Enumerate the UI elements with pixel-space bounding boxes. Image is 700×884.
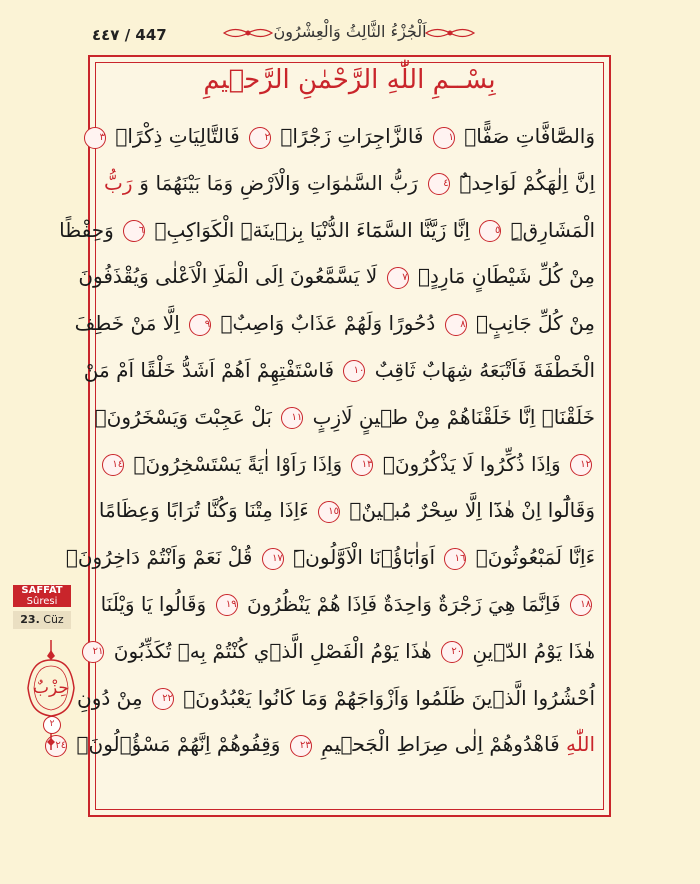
ayah-number-marker: ١٢ xyxy=(570,454,592,476)
verse-text: وَقَالُٓوا اِنْ هٰذَٓا اِلَّا سِحْرٌ مُبٖينٌۚ xyxy=(349,498,595,523)
verse-text-highlight: اللّٰهِ xyxy=(566,732,595,757)
ayah-number-marker: ١٤ xyxy=(102,454,124,476)
verse-text: هٰذَا يَوْمُ الْفَصْلِ الَّذٖي كُنْتُمْ بِهٖ تُكَذِّبُونَ xyxy=(113,638,432,663)
verse-line xyxy=(104,441,595,488)
verse-line xyxy=(104,160,595,207)
ayah-number-marker: ١٦ xyxy=(444,548,466,570)
juz-number: 23. xyxy=(20,613,40,626)
ayah-number-marker: ٢٢ xyxy=(152,688,174,710)
verse-text: رَبُّ السَّمٰوَاتِ وَالْاَرْضِ وَمَا بَيْنَهُمَا وَ xyxy=(139,170,418,195)
verse-line xyxy=(74,300,595,347)
verse-text: مِنْ دُونِ xyxy=(77,685,143,710)
verse-text: فَاسْتَفْتِهِمْ اَهُمْ اَشَدُّ خَلْقًا اَمْ مَنْ xyxy=(83,357,335,382)
hizb-number: ٢ xyxy=(43,716,61,734)
verse-lines xyxy=(55,113,596,768)
verse-text: وَقَالُوا يَا وَيْلَنَا xyxy=(100,591,207,616)
page-header xyxy=(0,0,700,56)
verse-text: اَوَاٰبَٓاؤُ۬نَا الْاَوَّلُونَۜ xyxy=(293,545,436,570)
ayah-number-marker: ٢٠ xyxy=(441,641,463,663)
verse-text: اِلَّا مَنْ خَطِفَ xyxy=(74,311,180,336)
verse-text: مِنْ كُلِّ جَانِبٍۗ xyxy=(476,311,595,336)
ayah-number-marker: ١ xyxy=(433,127,455,149)
ayah-number-marker: ٢ xyxy=(249,127,271,149)
verse-text: وَاِذَا رَاَوْا اٰيَةً يَسْتَسْخِرُونَۖ xyxy=(133,451,343,476)
verse-text: فَاِنَّمَا هِيَ زَجْرَةٌ وَاحِدَةٌ فَاِذَا هُمْ يَنْظُرُونَ xyxy=(246,591,561,616)
verse-line xyxy=(55,721,595,768)
verse-text: وَاِذَا ذُكِّرُوا لَا يَذْكُرُونَۖ xyxy=(382,451,561,476)
verse-text: ءَاِنَّا لَمَبْعُوثُونَۙ xyxy=(475,545,595,570)
verse-text-highlight: رَبُّ xyxy=(104,170,133,195)
verse-text: وَحِفْظًا xyxy=(59,217,114,242)
verse-text: لَا يَسَّمَّعُونَ اِلَى الْمَلَاِ الْاَعْلٰى وَيُقْذَفُونَ xyxy=(78,264,378,289)
verse-text: اُحْشُرُوا الَّذٖينَ ظَلَمُوا وَاَزْوَاجَهُمْ وَمَا كَانُوا يَعْبُدُونَۙ xyxy=(183,685,595,710)
juz-tab xyxy=(13,611,71,629)
verse-line xyxy=(77,675,595,722)
ayah-number-marker: ١٨ xyxy=(570,594,592,616)
verse-text: دُحُورًا وَلَهُمْ عَذَابٌ وَاصِبٌۙ xyxy=(220,311,436,336)
hizb-label: حِزْبٌ xyxy=(33,678,69,698)
ayah-number-marker: ١٠ xyxy=(343,360,365,382)
ayah-number-marker: ١٣ xyxy=(351,454,373,476)
verse-line xyxy=(94,394,595,441)
verse-line xyxy=(92,628,595,675)
surah-suffix: Sûresi xyxy=(26,596,58,607)
header-ornament-right-icon xyxy=(424,26,476,40)
verse-line xyxy=(98,487,595,534)
ayah-number-marker: ٨ xyxy=(445,314,467,336)
ayah-number-marker: ١١ xyxy=(281,407,303,429)
verse-line xyxy=(99,113,595,160)
hizb-marker xyxy=(22,640,80,750)
juz-title: اَلْجُزْءُ الثَّالِثُ وَالْعِشْرُونَ xyxy=(273,22,427,41)
ayah-number-marker: ٤ xyxy=(428,173,450,195)
page-frame xyxy=(55,55,611,817)
juz-suffix: Cüz xyxy=(43,613,64,626)
ayah-number-marker: ١٥ xyxy=(318,501,340,523)
ayah-number-marker: ٢٣ xyxy=(290,735,312,757)
verse-line xyxy=(83,347,595,394)
verse-text: هٰذَا يَوْمُ الدّٖينِ xyxy=(472,638,595,663)
verse-line xyxy=(65,534,595,581)
ayah-number-marker: ١٩ xyxy=(216,594,238,616)
verse-line xyxy=(78,253,595,300)
ayah-number-marker: ٦ xyxy=(123,220,145,242)
verse-text: الْمَشَارِقِۜ xyxy=(510,217,595,242)
basmala: بِسْــمِ اللّٰهِ الرَّحْمٰنِ الرَّحٖيمِ xyxy=(203,65,496,95)
ayah-number-marker: ٣ xyxy=(84,127,106,149)
ayah-number-marker: ٢٤ xyxy=(45,735,67,757)
page-number: ٤٤٧ / 447 xyxy=(92,26,167,44)
ayah-number-marker: ٢١ xyxy=(82,641,104,663)
verse-text: وَقِفُوهُمْ اِنَّهُمْ مَسْؤُ۫لُونَۙ xyxy=(76,732,281,757)
verse-text: اِنَّ اِلٰهَكُمْ لَوَاحِدٌۜ xyxy=(459,170,596,195)
ayah-number-marker: ١٧ xyxy=(262,548,284,570)
verse-text: قُلْ نَعَمْ وَاَنْتُمْ دَاخِرُونَۚ xyxy=(65,545,253,570)
verse-line xyxy=(59,207,595,254)
verse-text: ءَاِذَا مِتْنَا وَكُنَّا تُرَابًا وَعِظَامًا xyxy=(98,498,309,523)
verse-text: فَاهْدُوهُمْ اِلٰى صِرَاطِ الْجَحٖيمِ xyxy=(321,732,560,757)
ayah-number-marker: ٥ xyxy=(479,220,501,242)
verse-text: فَالزَّاجِرَاتِ زَجْرًاۙ xyxy=(280,124,424,148)
verse-text: الْخَطْفَةَ فَاَتْبَعَهُ شِهَابٌ ثَاقِبٌ xyxy=(374,357,595,382)
verse-line xyxy=(100,581,595,628)
verse-text: اِنَّا زَيَّنَّا السَّمَٓاءَ الدُّنْيَا بِزٖينَةِۨ الْكَوَاكِبِۙ xyxy=(154,217,470,242)
verse-text: خَلَقْنَاۜ اِنَّا خَلَقْنَاهُمْ مِنْ طٖينٍ لَازِبٍ xyxy=(312,404,595,429)
ayah-number-marker: ٩ xyxy=(189,314,211,336)
verse-text: فَالتَّالِيَاتِ ذِكْرًاۙ xyxy=(115,124,240,148)
verse-text: مِنْ كُلِّ شَيْطَانٍ مَارِدٍۚ xyxy=(417,264,595,289)
ayah-number-marker: ٧ xyxy=(387,267,409,289)
verse-text: بَلْ عَجِبْتَ وَيَسْخَرُونَۖ xyxy=(94,404,272,429)
surah-name: SAFFÂT xyxy=(21,585,63,596)
surah-tab xyxy=(13,585,71,607)
verse-text: وَالصَّٓافَّاتِ صَفًّاۙ xyxy=(464,124,595,148)
